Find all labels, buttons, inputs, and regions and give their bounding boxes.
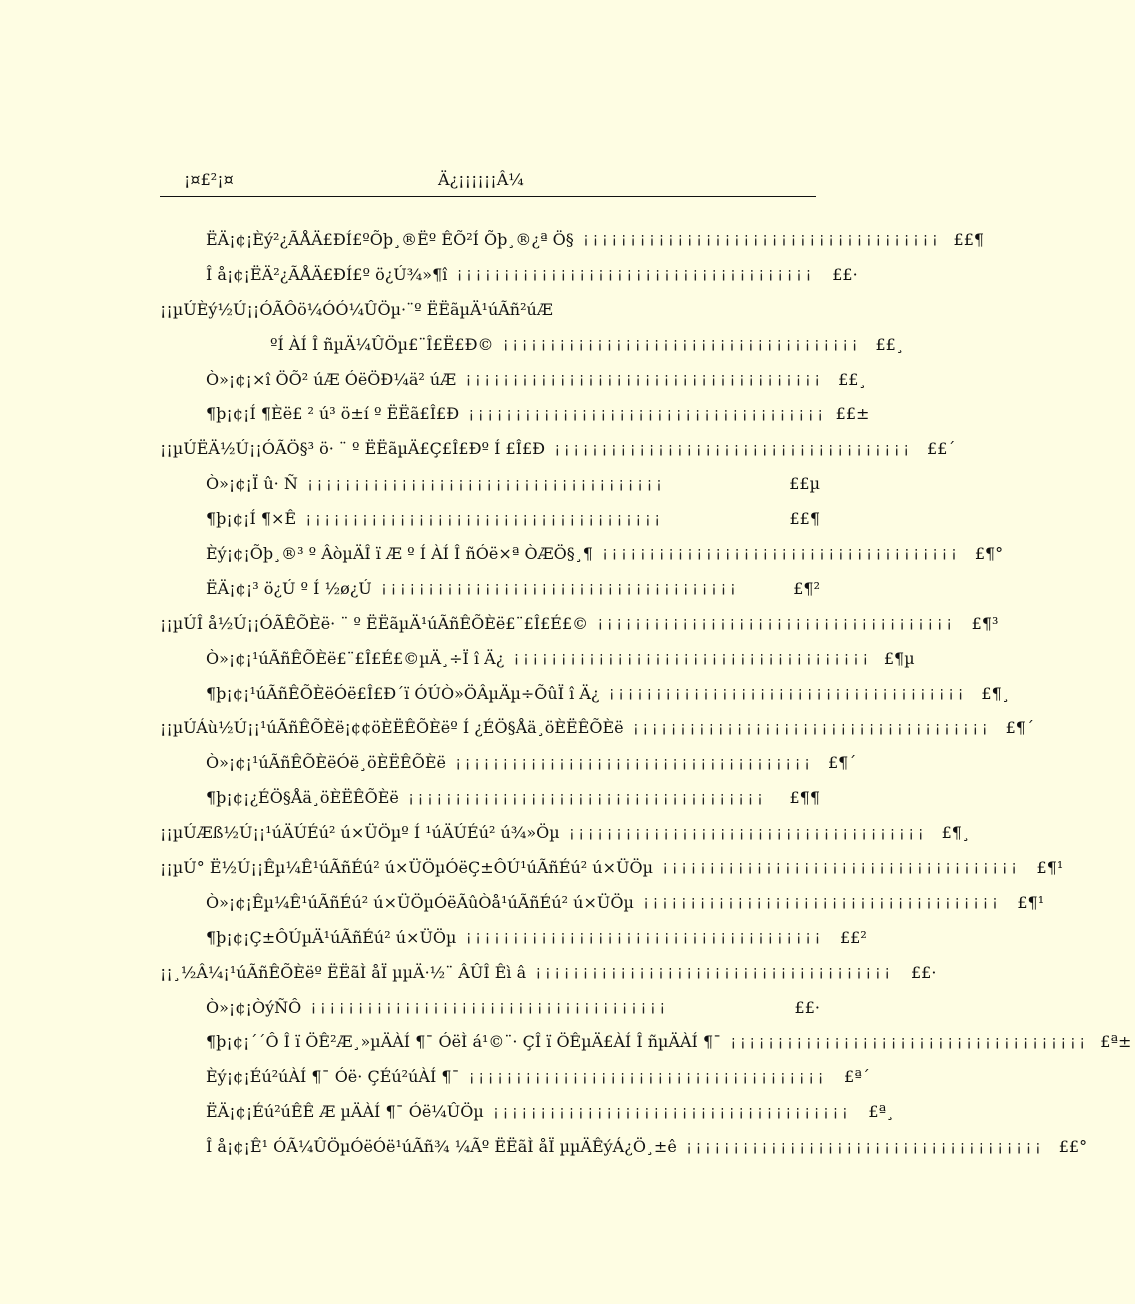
toc-entry bbox=[160, 780, 824, 815]
toc-entry-page: ££· bbox=[910, 962, 937, 982]
toc-entry-page: ££· bbox=[832, 264, 858, 284]
toc-entry bbox=[160, 431, 956, 466]
toc-entry bbox=[160, 850, 1064, 885]
toc-entry bbox=[160, 606, 999, 641]
toc-entry-page: £¶¸ bbox=[981, 683, 1010, 703]
toc-entry-page: £¶´ bbox=[1005, 718, 1034, 738]
toc-entry-title: Ò»¡¢¡Êµ¼Ê¹úÃñÉú² ú×ÜÖµÓëÃûÒå¹úÃñÉú² ú×ÜÖµ bbox=[206, 892, 634, 912]
toc-leader-dots: ¡¡¡¡¡¡¡¡¡¡¡¡¡¡¡¡¡¡¡¡¡¡¡¡¡¡¡¡¡¡¡¡¡¡¡¡¡¡ bbox=[454, 754, 813, 771]
toc-entry-title: Î å¡¢¡Ê¹ ÓÃ¼ÛÖµÓëÓë¹úÃñ¾ ¼Ãº ËËãÌ åÏ µµÄÊýÁ¿Ö¸±ê bbox=[206, 1137, 677, 1157]
toc-entry-title: ¡¡µÚ° Ë½Ú¡¡Êµ¼Ê¹úÃñÉú² ú×ÜÖµÓëÇ±ÔÚ¹úÃñÉú² ú×ÜÖµ bbox=[160, 857, 654, 877]
toc-leader-dots: ¡¡¡¡¡¡¡¡¡¡¡¡¡¡¡¡¡¡¡¡¡¡¡¡¡¡¡¡¡¡¡¡¡¡¡¡¡¡ bbox=[305, 475, 665, 492]
toc-entry bbox=[160, 885, 1045, 920]
toc-leader-dots: ¡¡¡¡¡¡¡¡¡¡¡¡¡¡¡¡¡¡¡¡¡¡¡¡¡¡¡¡¡¡¡¡¡¡¡¡¡¡ bbox=[467, 405, 826, 422]
toc-entry bbox=[160, 1024, 1132, 1059]
toc-leader-dots: ¡¡¡¡¡¡¡¡¡¡¡¡¡¡¡¡¡¡¡¡¡¡¡¡¡¡¡¡¡¡¡¡¡¡¡¡¡¡ bbox=[661, 859, 1020, 876]
toc-leader-dots: ¡¡¡¡¡¡¡¡¡¡¡¡¡¡¡¡¡¡¡¡¡¡¡¡¡¡¡¡¡¡¡¡¡¡¡¡¡¡ bbox=[534, 964, 893, 981]
toc-entry-page: £¶¶ bbox=[789, 788, 820, 808]
toc-entry bbox=[160, 257, 858, 292]
toc-entry bbox=[160, 745, 857, 780]
toc-entry bbox=[160, 466, 824, 501]
toc-entry-title: Ò»¡¢¡×î ÖÕ² úÆ ÓëÖÐ¼ä² úÆ bbox=[206, 369, 457, 389]
header-rule bbox=[160, 196, 816, 197]
toc-leader-dots: ¡¡¡¡¡¡¡¡¡¡¡¡¡¡¡¡¡¡¡¡¡¡¡¡¡¡¡¡¡¡¡¡¡¡¡¡¡¡ bbox=[304, 510, 663, 527]
toc-entry bbox=[160, 222, 985, 257]
toc-entry bbox=[160, 1129, 1088, 1164]
toc-entry-page: £ª¸ bbox=[868, 1102, 895, 1122]
toc-entry bbox=[160, 676, 1010, 711]
toc-entry-page: £¶¸ bbox=[941, 823, 970, 843]
toc-entry-title: ¶þ¡¢¡¿ÉÖ§Åä¸öÈËÊÕÈë bbox=[206, 788, 399, 808]
toc-leader-dots: ¡¡¡¡¡¡¡¡¡¡¡¡¡¡¡¡¡¡¡¡¡¡¡¡¡¡¡¡¡¡¡¡¡¡¡¡¡¡ bbox=[684, 1138, 1044, 1155]
toc-entry bbox=[160, 920, 867, 955]
toc-entry bbox=[160, 815, 970, 850]
toc-entry-page: ££² bbox=[839, 927, 867, 947]
toc-leader-dots: ¡¡¡¡¡¡¡¡¡¡¡¡¡¡¡¡¡¡¡¡¡¡¡¡¡¡¡¡¡¡¡¡¡¡¡¡¡¡ bbox=[553, 440, 912, 457]
toc-leader-dots: ¡¡¡¡¡¡¡¡¡¡¡¡¡¡¡¡¡¡¡¡¡¡¡¡¡¡¡¡¡¡¡¡¡¡¡¡¡¡ bbox=[607, 685, 966, 702]
toc-entry-title: ËÄ¡¢¡Éú²úÊÊ Æ µÄÀÍ ¶¯ Óë¼ÛÖµ bbox=[206, 1102, 484, 1122]
page-number-header: ¡¤£²¡¤ bbox=[184, 170, 234, 189]
toc-entry-title: ¡¡µÚÁù½Ú¡¡¹úÃñÊÕÈë¡¢¢öÈËÊÕÈëº Í ¿ÉÖ§Åä¸öÈËÊÕÈë bbox=[160, 718, 624, 738]
toc-entry-page: £ª´ bbox=[844, 1067, 870, 1087]
toc-leader-dots: ¡¡¡¡¡¡¡¡¡¡¡¡¡¡¡¡¡¡¡¡¡¡¡¡¡¡¡¡¡¡¡¡¡¡¡¡¡¡ bbox=[512, 650, 871, 667]
toc-entry-title: Ò»¡¢¡¹úÃñÊÕÈëÓë¸öÈËÊÕÈë bbox=[206, 753, 446, 773]
toc-leader-dots: ¡¡¡¡¡¡¡¡¡¡¡¡¡¡¡¡¡¡¡¡¡¡¡¡¡¡¡¡¡¡¡¡¡¡¡¡¡¡ bbox=[596, 615, 955, 632]
toc-entry-title: ¶þ¡¢¡´´Ô Î ï ÖÊ²Æ¸»µÄÀÍ ¶¯ ÓëÌ á¹©¨· ÇÎ ï ÖÊµÄ£ÀÍ Î ñµÄÀÍ ¶¯ bbox=[206, 1032, 722, 1052]
toc-entry-page: ££¸ bbox=[875, 334, 904, 354]
toc-leader-dots: ¡¡¡¡¡¡¡¡¡¡¡¡¡¡¡¡¡¡¡¡¡¡¡¡¡¡¡¡¡¡¡¡¡¡¡¡¡¡ bbox=[567, 824, 926, 841]
toc-entry-title: ¶þ¡¢¡Ç±ÔÚµÄ¹úÃñÉú² ú×ÜÖµ bbox=[206, 927, 457, 947]
toc-entry-page: ££· bbox=[794, 997, 820, 1017]
toc-entry-page: ££± bbox=[835, 404, 870, 424]
toc-entry-title: Î å¡¢¡ËÄ²¿ÃÅÄ£ÐÍ£º ö¿Ú¾»¶î bbox=[206, 264, 448, 284]
toc-leader-dots: ¡¡¡¡¡¡¡¡¡¡¡¡¡¡¡¡¡¡¡¡¡¡¡¡¡¡¡¡¡¡¡¡¡¡¡¡¡¡ bbox=[467, 1068, 826, 1085]
toc-entry bbox=[160, 571, 824, 606]
toc-entry-page: ££¸ bbox=[838, 369, 867, 389]
toc-entry-title: ËÄ¡¢¡Èý²¿ÃÅÄ£ÐÍ£ºÕþ¸®Ëº ÊÕ²Í Õþ¸®¿ª Ö§ bbox=[206, 229, 574, 249]
toc-entry bbox=[160, 990, 824, 1025]
toc-leader-dots: ¡¡¡¡¡¡¡¡¡¡¡¡¡¡¡¡¡¡¡¡¡¡¡¡¡¡¡¡¡¡¡¡¡¡¡¡¡¡ bbox=[406, 789, 766, 806]
toc-entry-title: Ò»¡¢¡ÒýÑÔ bbox=[206, 997, 302, 1017]
toc-leader-dots: ¡¡¡¡¡¡¡¡¡¡¡¡¡¡¡¡¡¡¡¡¡¡¡¡¡¡¡¡¡¡¡¡¡¡¡¡¡¡ bbox=[581, 231, 941, 248]
toc-entry-page: ££¶ bbox=[953, 229, 985, 249]
toc-entry bbox=[160, 536, 1004, 571]
toc-entry-title: ¶þ¡¢¡Í ¶×Ê bbox=[206, 509, 297, 529]
toc-leader-dots: ¡¡¡¡¡¡¡¡¡¡¡¡¡¡¡¡¡¡¡¡¡¡¡¡¡¡¡¡¡¡¡¡¡¡¡¡¡¡ bbox=[501, 336, 860, 353]
toc-entry-page: £¶µ bbox=[883, 648, 915, 668]
toc-entry-page: £¶² bbox=[793, 578, 820, 598]
toc-entry-page: £¶¹ bbox=[1017, 892, 1045, 912]
page-header bbox=[160, 168, 816, 192]
toc-entry-title: Èý¡¢¡Éú²úÀÍ ¶¯ Óë· ÇÉú²úÀÍ ¶¯ bbox=[206, 1067, 460, 1087]
toc-entry-title: ¡¡¸½Â¼¡¹úÃñÊÕÈëº ËËãÌ åÏ µµÄ·½¨ ÂÛÎ Êì â bbox=[160, 962, 527, 982]
toc-leader-dots: ¡¡¡¡¡¡¡¡¡¡¡¡¡¡¡¡¡¡¡¡¡¡¡¡¡¡¡¡¡¡¡¡¡¡¡¡¡¡ bbox=[464, 371, 823, 387]
toc-entry-page: £ª± bbox=[1100, 1032, 1132, 1052]
toc-entry-title: Ò»¡¢¡¹úÃñÊÕÈë£¨£Î£É£©µÄ¸÷Ï î Ä¿ bbox=[206, 648, 505, 668]
toc-entry-page: ££¶ bbox=[789, 509, 820, 529]
toc-entry-title: ¡¡µÚÆß½Ú¡¡¹úÄÚÉú² ú×ÜÖµº Í ¹úÄÚÉú² ú¾»Öµ bbox=[160, 823, 560, 843]
toc-entry-title: ºÍ ÀÍ Î ñµÄ¼ÛÖµ£¨Î£Ë£Ð© bbox=[270, 334, 494, 354]
toc-entry bbox=[160, 710, 1034, 745]
toc-leader-dots: ¡¡¡¡¡¡¡¡¡¡¡¡¡¡¡¡¡¡¡¡¡¡¡¡¡¡¡¡¡¡¡¡¡¡¡¡¡¡ bbox=[379, 580, 739, 597]
toc-leader-dots: ¡¡¡¡¡¡¡¡¡¡¡¡¡¡¡¡¡¡¡¡¡¡¡¡¡¡¡¡¡¡¡¡¡¡¡¡¡¡ bbox=[309, 999, 668, 1016]
toc-entry-page: £¶³ bbox=[971, 613, 999, 633]
toc-entry-title: ËÄ¡¢¡³ ö¿Ú º Í ½ø¿Ú bbox=[206, 578, 372, 598]
toc-entry-title: Èý¡¢¡Õþ¸®³ º ÂòµÄÎ ï Æ º Í ÀÍ Î ñÓë×ª ÒÆÖ§¸¶ bbox=[206, 543, 593, 563]
toc-leader-dots: ¡¡¡¡¡¡¡¡¡¡¡¡¡¡¡¡¡¡¡¡¡¡¡¡¡¡¡¡¡¡¡¡¡¡¡¡¡¡ bbox=[641, 894, 1001, 911]
toc-entry-page: ££µ bbox=[789, 474, 820, 494]
toc-entry-page: ££´ bbox=[927, 439, 956, 459]
table-of-contents bbox=[160, 222, 1132, 1164]
toc-entry-title: ¡¡µÚÎ å½Ú¡¡ÓÃÊÕÈë· ¨ º ËËãµÄ¹úÃñÊÕÈë£¨£Î£É£© bbox=[160, 613, 589, 633]
toc-leader-dots: ¡¡¡¡¡¡¡¡¡¡¡¡¡¡¡¡¡¡¡¡¡¡¡¡¡¡¡¡¡¡¡¡¡¡¡¡¡¡ bbox=[729, 1033, 1088, 1050]
toc-entry bbox=[160, 501, 824, 536]
running-title: Ä¿¡¡¡¡¡¡Â¼ bbox=[438, 170, 524, 189]
toc-entry-page: £¶° bbox=[974, 543, 1004, 563]
toc-entry bbox=[160, 1094, 895, 1129]
toc-entry-title: ¡¡µÚËÄ½Ú¡¡ÓÃÖ§³ ö· ¨ º ËËãµÄ£Ç£Î£Ðº Í £Î£Ð bbox=[160, 439, 546, 459]
toc-entry-title: Ò»¡¢¡Ï û· Ñ bbox=[206, 474, 298, 494]
toc-entry-title: ¶þ¡¢¡¹úÃñÊÕÈëÓë£Î£Ð´ï ÓÚÒ»ÖÂµÄµ÷ÕûÏ î Ä¿ bbox=[206, 683, 600, 703]
toc-entry bbox=[160, 327, 904, 362]
toc-leader-dots: ¡¡¡¡¡¡¡¡¡¡¡¡¡¡¡¡¡¡¡¡¡¡¡¡¡¡¡¡¡¡¡¡¡¡¡¡¡¡ bbox=[600, 545, 960, 562]
toc-entry bbox=[160, 955, 937, 990]
toc-entry bbox=[160, 641, 915, 676]
toc-leader-dots: ¡¡¡¡¡¡¡¡¡¡¡¡¡¡¡¡¡¡¡¡¡¡¡¡¡¡¡¡¡¡¡¡¡¡¡¡¡¡ bbox=[631, 719, 990, 736]
toc-entry bbox=[160, 292, 824, 327]
toc-entry-page: £¶¹ bbox=[1036, 857, 1064, 877]
toc-entry-page: £¶´ bbox=[827, 753, 857, 773]
toc-entry bbox=[160, 362, 867, 397]
toc-leader-dots: ¡¡¡¡¡¡¡¡¡¡¡¡¡¡¡¡¡¡¡¡¡¡¡¡¡¡¡¡¡¡¡¡¡¡¡¡¡¡ bbox=[491, 1103, 851, 1120]
toc-leader-dots: ¡¡¡¡¡¡¡¡¡¡¡¡¡¡¡¡¡¡¡¡¡¡¡¡¡¡¡¡¡¡¡¡¡¡¡¡¡¡ bbox=[455, 266, 814, 283]
toc-entry-title: ¶þ¡¢¡Í ¶Èë£ ² ú³ ö±í º ËËã£Î£Ð bbox=[206, 404, 460, 424]
toc-entry bbox=[160, 1059, 870, 1094]
toc-entry bbox=[160, 396, 870, 431]
toc-entry-page: ££° bbox=[1058, 1137, 1088, 1157]
toc-entry-title: ¡¡µÚÈý½Ú¡¡ÓÃÔö¼ÓÓ¼ÛÖµ·¨º ËËãµÄ¹úÃñ²úÆ bbox=[160, 299, 553, 319]
toc-leader-dots: ¡¡¡¡¡¡¡¡¡¡¡¡¡¡¡¡¡¡¡¡¡¡¡¡¡¡¡¡¡¡¡¡¡¡¡¡¡¡ bbox=[464, 929, 823, 946]
